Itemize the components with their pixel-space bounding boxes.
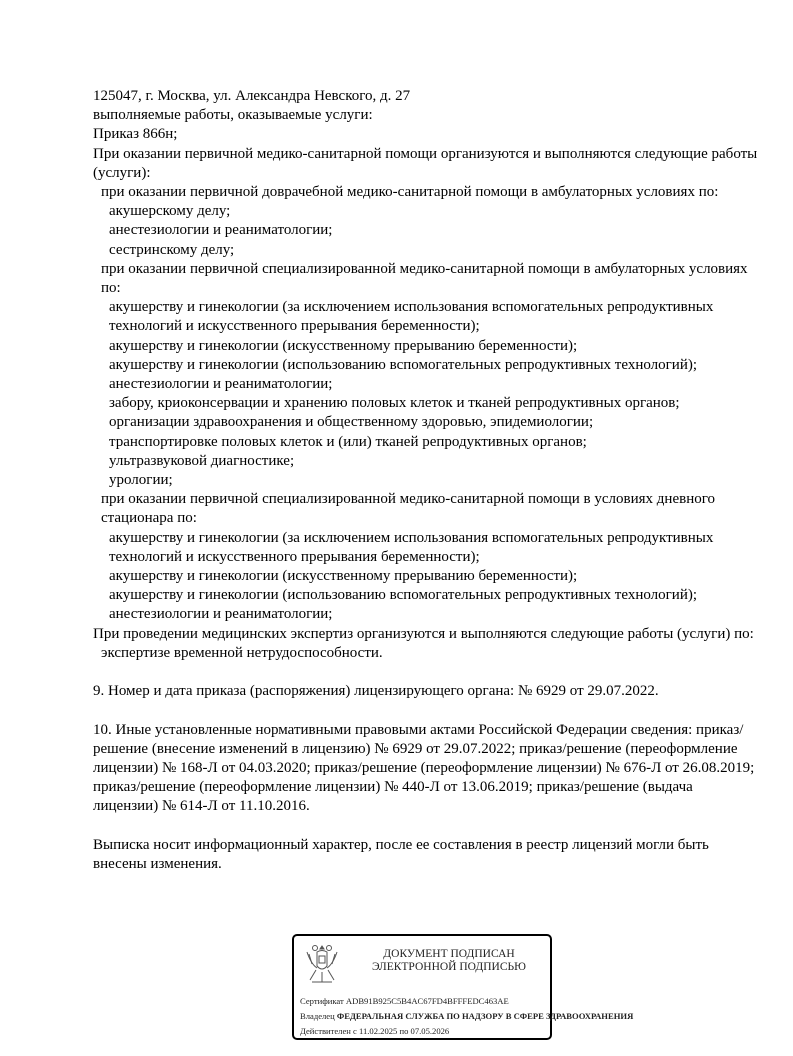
list-item: ультразвуковой диагностике;: [109, 452, 295, 469]
signature-details: [300, 994, 634, 1039]
document-body: [93, 87, 758, 874]
list-item: акушерству и гинекологии (за исключением использования вспомогательных репродуктивных технологий и искусственного прерывания беременности);: [109, 299, 714, 335]
owner-line: [300, 1009, 634, 1024]
electronic-signature-stamp: [292, 934, 634, 1040]
list-item: анестезиологии и реаниматологии;: [109, 606, 333, 623]
owner-value: ФЕДЕРАЛЬНАЯ СЛУЖБА ПО НАДЗОРУ В СФЕРЕ ЗДРАВООХРАНЕНИЯ: [336, 1011, 634, 1021]
expertise-heading: При проведении медицинских экспертиз организуются и выполняются следующие работы (услуги) по:: [93, 625, 754, 642]
list-item: урологии;: [109, 472, 173, 489]
address-line: 125047, г. Москва, ул. Александра Невского, д. 27: [93, 88, 411, 104]
owner-label: Владелец: [300, 1011, 335, 1021]
list-item: сестринскому делу;: [109, 241, 235, 258]
order-line: Приказ 866н;: [93, 126, 178, 143]
signature-title-line1: ДОКУМЕНТ ПОДПИСАН: [383, 948, 515, 960]
day-hospital-heading: при оказании первичной специализированной медико-санитарной помощи в условиях дневного стационара по:: [101, 491, 715, 527]
coat-of-arms-icon: [304, 942, 340, 986]
list-item: акушерству и гинекологии (использованию вспомогательных репродуктивных технологий);: [109, 356, 698, 373]
list-item: акушерскому делу;: [109, 203, 231, 220]
signature-title-line2: ЭЛЕКТРОННОЙ ПОДПИСЬЮ: [372, 961, 526, 973]
list-item: акушерству и гинекологии (искусственному прерыванию беременности);: [109, 337, 578, 354]
item-9: 9. Номер и дата приказа (распоряжения) лицензирующего органа: № 6929 от 29.07.2022.: [93, 683, 659, 700]
list-item: анестезиологии и реаниматологии;: [109, 222, 333, 239]
list-item: акушерству и гинекологии (использованию вспомогательных репродуктивных технологий);: [109, 587, 698, 604]
list-item: анестезиологии и реаниматологии;: [109, 376, 333, 393]
specialized-ambulatory-heading: при оказании первичной специализированной медико-санитарной помощи в амбулаторных условиях по:: [101, 260, 748, 297]
list-item: забору, криоконсервации и хранению половых клеток и тканей репродуктивных органов;: [109, 395, 680, 412]
certificate-label: Сертификат: [300, 996, 344, 1006]
certificate-value: ADB91B925C5B4AC67FD4BFFFEDC463AE: [345, 996, 509, 1006]
works-heading: выполняемые работы, оказываемые услуги:: [93, 107, 373, 124]
list-item: организации здравоохранения и общественному здоровью, эпидемиологии;: [109, 414, 594, 431]
certificate-line: [300, 994, 600, 1009]
signature-title: [354, 948, 544, 974]
list-item: экспертизе временной нетрудоспособности.: [101, 644, 383, 661]
disclaimer-note: Выписка носит информационный характер, после ее составления в реестр лицензий могли быть внесены изменения.: [93, 836, 709, 873]
item-10: 10. Иные установленные нормативными правовыми актами Российской Федерации сведения: приказ/решение (внесение изменений в лицензию) № 6929 от 29.07.2022; приказ/решение (переоформление лицензии) № 168-Л от 04.03.2020; приказ/решение (переоформление лицензии) № 676-Л от 26.08.2019; приказ/решение (переоформление лицензии) № 440-Л от 13.06.2019; приказ/решение (выдача лицензии) № 614-Л от 11.10.2016.: [93, 721, 755, 815]
prehospital-ambulatory-heading: при оказании первичной доврачебной медико-санитарной помощи в амбулаторных условиях по:: [101, 184, 719, 201]
list-item: акушерству и гинекологии (за исключением использования вспомогательных репродуктивных технологий и искусственного прерывания беременности);: [109, 529, 714, 565]
list-item: акушерству и гинекологии (искусственному прерыванию беременности);: [109, 568, 578, 585]
validity-line: Действителен с 11.02.2025 по 07.05.2026: [300, 1026, 450, 1036]
primary-care-heading: При оказании первичной медико-санитарной помощи организуются и выполняются следующие работы (услуги):: [93, 145, 758, 181]
list-item: транспортировке половых клеток и (или) тканей репродуктивных органов;: [109, 433, 587, 450]
